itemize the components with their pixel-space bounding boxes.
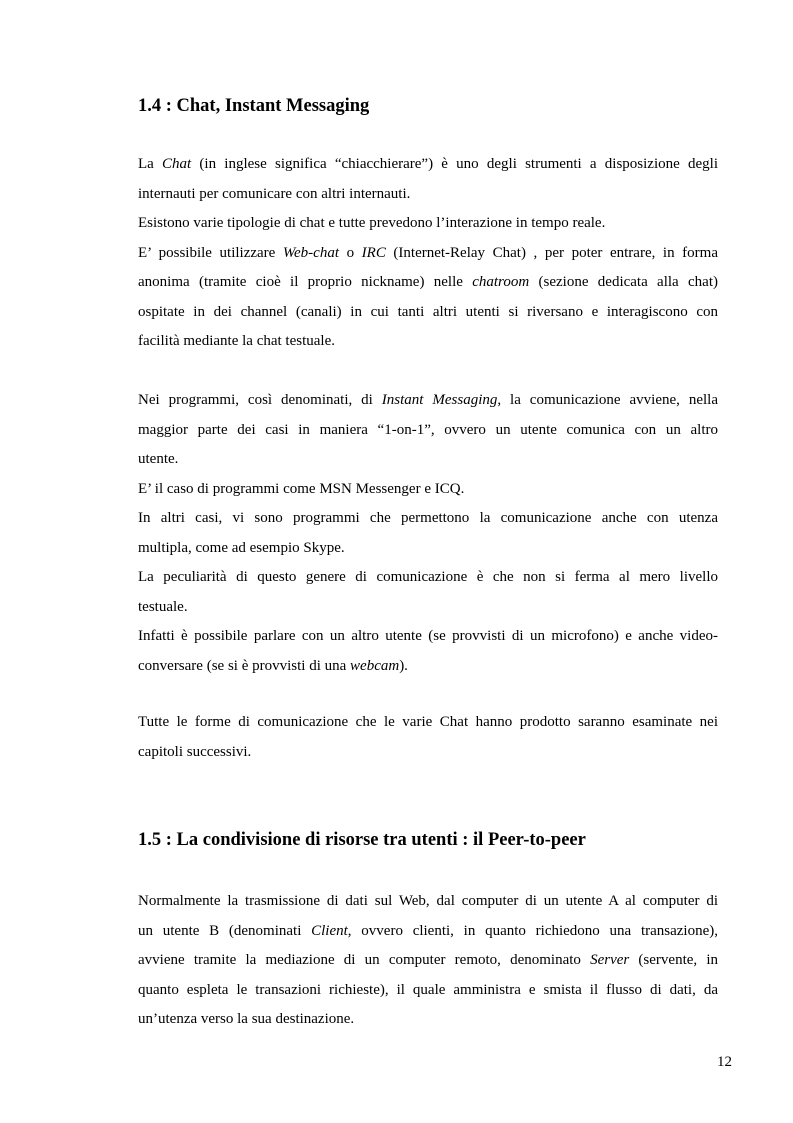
text-line: Infatti è possibile parlare con un altro utente (se provvisti di un microfono) e anche video- [138,628,718,644]
section-heading-1-5: 1.5 : La condivisione di risorse tra utenti : il Peer-to-peer [138,830,586,850]
paragraph-instant-messaging [138,386,718,681]
text-line: un’utenza verso la sua destinazione. [138,1011,355,1027]
text-line: facilità mediante la chat testuale. [138,333,335,349]
paragraph-chat-intro [138,150,718,357]
text-line: Nei programmi, così denominati, di Instant Messaging, la comunicazione avviene, nella [138,392,718,408]
text-line: avviene tramite la mediazione di un computer remoto, denominato Server (servente, in [138,952,718,968]
paragraph-chat-summary [138,708,718,767]
text-line: E’ il caso di programmi come MSN Messenger e ICQ. [138,480,465,497]
text-line: La peculiarità di questo genere di comunicazione è che non si ferma al mero livello [138,569,718,585]
text-line: anonima (tramite cioè il proprio nickname) nelle chatroom (sezione dedicata alla chat) [138,274,718,290]
section-heading-1-4: 1.4 : Chat, Instant Messaging [138,96,370,116]
text-line: Tutte le forme di comunicazione che le varie Chat hanno prodotto saranno esaminate nei [138,714,718,730]
text-line: multipla, come ad esempio Skype. [138,539,345,556]
text-line: internauti per comunicare con altri internauti. [138,185,411,202]
text-line: maggior parte dei casi in maniera “1-on-1”, ovvero un utente comunica con un altro [138,421,718,438]
paragraph-peer-to-peer [138,887,718,1035]
text-line: utente. [138,451,179,467]
text-line: ospitate in dei channel (canali) in cui tanti altri utenti si riversano e interagiscono con [138,303,718,320]
text-line: quanto espleta le transazioni richieste), il quale amministra e smista il flusso di dati, da [138,981,718,998]
page-number: 12 [717,1054,732,1070]
text-line: Esistono varie tipologie di chat e tutte prevedono l’interazione in tempo reale. [138,215,606,231]
text-line: capitoli successivi. [138,743,252,760]
text-line: testuale. [138,598,188,615]
text-line: La Chat (in inglese significa “chiacchierare”) è uno degli strumenti a disposizione degli [138,156,718,172]
text-line: In altri casi, vi sono programmi che permettono la comunicazione anche con utenza [138,510,718,526]
text-line: Normalmente la trasmissione di dati sul Web, dal computer di un utente A al computer di [138,893,718,909]
text-line: un utente B (denominati Client, ovvero clienti, in quanto richiedono una transazione), [138,922,718,939]
text-line: conversare (se si è provvisti di una webcam). [138,657,408,674]
text-line: E’ possibile utilizzare Web-chat o IRC (Internet-Relay Chat) , per poter entrare, in forma [138,244,718,261]
